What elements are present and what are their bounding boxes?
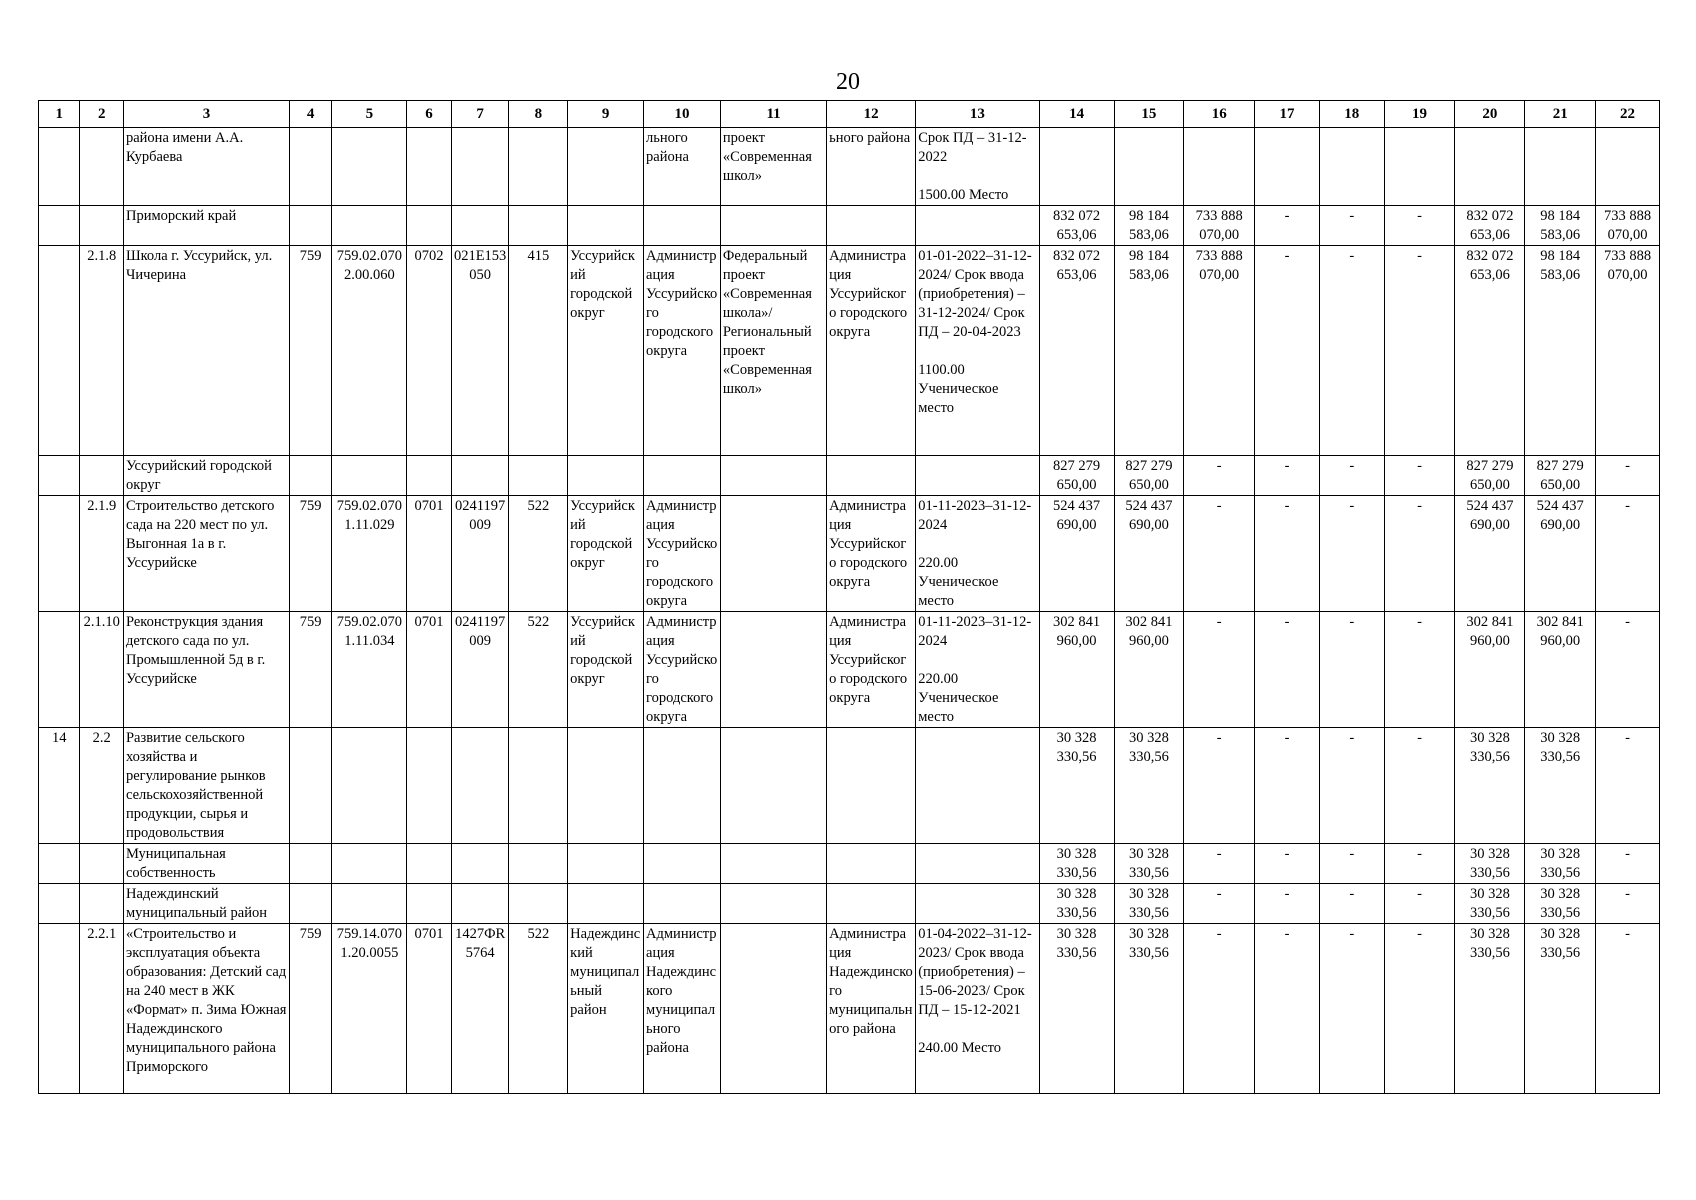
table-cell: -: [1184, 612, 1255, 728]
table-cell: -: [1596, 884, 1660, 924]
table-cell: [644, 728, 721, 844]
table-cell: [289, 844, 331, 884]
table-cell: 98 184 583,06: [1114, 206, 1184, 246]
table-cell: -: [1319, 206, 1384, 246]
table-cell: [509, 128, 568, 206]
column-header: 9: [568, 101, 644, 128]
table-row: [39, 884, 1660, 924]
table-cell: 30 328 330,56: [1455, 728, 1525, 844]
table-cell: 759.02.0702.00.060: [332, 246, 407, 456]
table-cell: Приморский край: [123, 206, 289, 246]
table-cell: [509, 884, 568, 924]
table-cell: 524 437 690,00: [1525, 496, 1596, 612]
column-header: 10: [644, 101, 721, 128]
table-cell: -: [1384, 206, 1455, 246]
table-cell: 733 888 070,00: [1184, 246, 1255, 456]
table-cell: 0701: [407, 612, 452, 728]
table-cell: Администрация Уссурийского городского округа: [644, 246, 721, 456]
column-header: 1: [39, 101, 80, 128]
table-cell: -: [1319, 496, 1384, 612]
table-cell: 0241197009: [451, 612, 509, 728]
table-cell: [80, 844, 124, 884]
column-header: 5: [332, 101, 407, 128]
table-cell: [644, 844, 721, 884]
table-cell: Администрация Надеждинского муниципального района: [827, 924, 916, 1094]
table-cell: Администрация Уссурийского городского округа: [827, 612, 916, 728]
table-cell: [916, 456, 1039, 496]
table-cell: [39, 924, 80, 1094]
table-cell: 01-11-2023–31-12-2024 220.00 Ученическое место: [916, 496, 1039, 612]
table-cell: -: [1184, 924, 1255, 1094]
table-row: [39, 924, 1660, 1094]
table-cell: 30 328 330,56: [1114, 844, 1184, 884]
table-cell: -: [1184, 456, 1255, 496]
budget-table: [38, 100, 1660, 1094]
table-cell: -: [1596, 612, 1660, 728]
table-cell: [80, 128, 124, 206]
table-cell: 98 184 583,06: [1114, 246, 1184, 456]
column-header: 8: [509, 101, 568, 128]
table-cell: [644, 884, 721, 924]
table-cell: льного района: [644, 128, 721, 206]
table-cell: 98 184 583,06: [1525, 246, 1596, 456]
table-cell: Уссурийский городской округ: [123, 456, 289, 496]
table-row: [39, 128, 1660, 206]
table-cell: Развитие сельского хозяйства и регулирование рынков сельскохозяйственной продукции, сырья и продовольствия: [123, 728, 289, 844]
table-cell: [451, 884, 509, 924]
table-cell: 415: [509, 246, 568, 456]
table-cell: Администрация Уссурийского городского округа: [827, 496, 916, 612]
table-cell: 733 888 070,00: [1596, 246, 1660, 456]
table-cell: [644, 206, 721, 246]
table-row: [39, 612, 1660, 728]
table-cell: [451, 456, 509, 496]
table-cell: -: [1255, 612, 1320, 728]
table-cell: -: [1184, 496, 1255, 612]
table-cell: [916, 884, 1039, 924]
table-cell: -: [1184, 844, 1255, 884]
table-row: [39, 246, 1660, 456]
table-cell: 30 328 330,56: [1455, 924, 1525, 1094]
table-cell: -: [1596, 496, 1660, 612]
table-cell: 827 279 650,00: [1525, 456, 1596, 496]
table-cell: -: [1384, 612, 1455, 728]
table-cell: 759: [289, 496, 331, 612]
table-cell: [568, 844, 644, 884]
table-cell: -: [1596, 924, 1660, 1094]
table-cell: [827, 206, 916, 246]
table-cell: 524 437 690,00: [1455, 496, 1525, 612]
table-cell: [80, 206, 124, 246]
column-header: 2: [80, 101, 124, 128]
table-cell: [916, 206, 1039, 246]
column-header: 12: [827, 101, 916, 128]
table-cell: 832 072 653,06: [1039, 206, 1114, 246]
column-header: 13: [916, 101, 1039, 128]
table-cell: [568, 128, 644, 206]
table-cell: [332, 728, 407, 844]
table-cell: 522: [509, 924, 568, 1094]
column-header: 18: [1319, 101, 1384, 128]
table-cell: [39, 128, 80, 206]
table-cell: -: [1255, 924, 1320, 1094]
table-cell: [39, 206, 80, 246]
table-cell: 01-11-2023–31-12-2024 220.00 Ученическое место: [916, 612, 1039, 728]
table-cell: 0241197009: [451, 496, 509, 612]
table-cell: [451, 728, 509, 844]
table-cell: Срок ПД – 31-12-2022 1500.00 Место: [916, 128, 1039, 206]
table-cell: [1525, 128, 1596, 206]
table-cell: -: [1255, 206, 1320, 246]
table-cell: [332, 456, 407, 496]
table-cell: ьного района: [827, 128, 916, 206]
table-cell: 30 328 330,56: [1525, 844, 1596, 884]
table-cell: -: [1384, 246, 1455, 456]
table-cell: [407, 884, 452, 924]
table-cell: 30 328 330,56: [1039, 728, 1114, 844]
table-cell: [80, 456, 124, 496]
table-cell: Уссурийский городской округ: [568, 246, 644, 456]
table-cell: [451, 128, 509, 206]
table-cell: -: [1596, 844, 1660, 884]
table-cell: «Строительство и эксплуатация объекта образования: Детский сад на 240 мест в ЖК «Формат» п. Зима Южная Надеждинского муниципального района Приморского: [123, 924, 289, 1094]
table-cell: -: [1184, 728, 1255, 844]
table-cell: [1455, 128, 1525, 206]
table-cell: [407, 456, 452, 496]
table-cell: [1319, 128, 1384, 206]
table-cell: -: [1319, 728, 1384, 844]
table-cell: [720, 456, 826, 496]
table-cell: 30 328 330,56: [1525, 924, 1596, 1094]
table-cell: [720, 206, 826, 246]
table-cell: -: [1319, 924, 1384, 1094]
table-cell: -: [1384, 496, 1455, 612]
table-cell: 30 328 330,56: [1114, 728, 1184, 844]
table-cell: [720, 924, 826, 1094]
table-cell: 30 328 330,56: [1525, 884, 1596, 924]
table-cell: 0702: [407, 246, 452, 456]
table-cell: Администрация Уссурийского городского округа: [644, 612, 721, 728]
table-cell: Муниципальная собственность: [123, 844, 289, 884]
table-cell: района имени А.А. Курбаева: [123, 128, 289, 206]
table-row: [39, 206, 1660, 246]
table-cell: [827, 728, 916, 844]
table-row: [39, 496, 1660, 612]
table-cell: Администрация Надеждинского муниципального района: [644, 924, 721, 1094]
table-cell: 2.1.8: [80, 246, 124, 456]
table-cell: [1184, 128, 1255, 206]
table-cell: 2.2: [80, 728, 124, 844]
table-row: [39, 728, 1660, 844]
table-cell: [916, 844, 1039, 884]
table-cell: 759: [289, 612, 331, 728]
table-cell: [568, 456, 644, 496]
column-header: 15: [1114, 101, 1184, 128]
table-cell: 0701: [407, 496, 452, 612]
table-cell: Администрация Уссурийского городского округа: [827, 246, 916, 456]
table-cell: 759.02.0701.11.034: [332, 612, 407, 728]
table-cell: -: [1255, 884, 1320, 924]
table-cell: 0701: [407, 924, 452, 1094]
table-cell: 302 841 960,00: [1525, 612, 1596, 728]
table-cell: Федеральный проект «Современная школа»/Региональный проект «Современная школ»: [720, 246, 826, 456]
table-row: [39, 844, 1660, 884]
table-cell: [509, 728, 568, 844]
table-cell: 832 072 653,06: [1455, 206, 1525, 246]
table-cell: 524 437 690,00: [1114, 496, 1184, 612]
column-header: 19: [1384, 101, 1455, 128]
table-cell: -: [1384, 456, 1455, 496]
table-cell: -: [1384, 924, 1455, 1094]
table-cell: [568, 728, 644, 844]
table-cell: [1114, 128, 1184, 206]
table-cell: [568, 884, 644, 924]
table-cell: -: [1384, 728, 1455, 844]
table-cell: [407, 128, 452, 206]
table-cell: [827, 884, 916, 924]
table-cell: 30 328 330,56: [1114, 884, 1184, 924]
table-cell: 524 437 690,00: [1039, 496, 1114, 612]
table-cell: [332, 884, 407, 924]
table-cell: [39, 844, 80, 884]
table-cell: 759.02.0701.11.029: [332, 496, 407, 612]
table-cell: [39, 496, 80, 612]
table-cell: [827, 844, 916, 884]
table-cell: Строительство детского сада на 220 мест по ул. Выгонная 1а в г. Уссурийске: [123, 496, 289, 612]
table-cell: 759: [289, 246, 331, 456]
table-cell: -: [1384, 884, 1455, 924]
table-cell: 021E153050: [451, 246, 509, 456]
table-cell: [332, 128, 407, 206]
table-cell: [289, 456, 331, 496]
table-cell: 30 328 330,56: [1039, 924, 1114, 1094]
table-cell: Надеждинский муниципальный район: [123, 884, 289, 924]
table-cell: 30 328 330,56: [1455, 884, 1525, 924]
column-header: 21: [1525, 101, 1596, 128]
table-cell: [720, 612, 826, 728]
table-cell: 302 841 960,00: [1039, 612, 1114, 728]
table-cell: [1596, 128, 1660, 206]
table-cell: [407, 844, 452, 884]
table-cell: 30 328 330,56: [1039, 884, 1114, 924]
table-cell: 30 328 330,56: [1525, 728, 1596, 844]
table-cell: -: [1384, 844, 1455, 884]
table-cell: [39, 612, 80, 728]
table-cell: [39, 884, 80, 924]
table-cell: [289, 884, 331, 924]
column-header: 6: [407, 101, 452, 128]
table-cell: 30 328 330,56: [1455, 844, 1525, 884]
table-cell: [332, 206, 407, 246]
table-cell: 759: [289, 924, 331, 1094]
table-cell: -: [1255, 844, 1320, 884]
table-cell: [1255, 128, 1320, 206]
table-cell: -: [1184, 884, 1255, 924]
table-cell: 302 841 960,00: [1455, 612, 1525, 728]
table-cell: [1039, 128, 1114, 206]
column-header: 11: [720, 101, 826, 128]
table-cell: 98 184 583,06: [1525, 206, 1596, 246]
page-number: 20: [836, 69, 860, 95]
table-cell: [289, 206, 331, 246]
table-cell: -: [1319, 246, 1384, 456]
table-cell: 14: [39, 728, 80, 844]
table-cell: [644, 456, 721, 496]
table-cell: проект «Современная школ»: [720, 128, 826, 206]
table-cell: [827, 456, 916, 496]
table-cell: Уссурийский городской округ: [568, 496, 644, 612]
table-cell: [332, 844, 407, 884]
table-cell: 01-01-2022–31-12-2024/ Срок ввода (приобретения) – 31-12-2024/ Срок ПД – 20-04-2023 1100.00 Ученическое место: [916, 246, 1039, 456]
table-cell: -: [1596, 728, 1660, 844]
table-cell: Надеждинский муниципальный район: [568, 924, 644, 1094]
column-header: 3: [123, 101, 289, 128]
table-cell: 2.1.9: [80, 496, 124, 612]
table-cell: 827 279 650,00: [1114, 456, 1184, 496]
table-cell: [720, 844, 826, 884]
table-cell: 2.1.10: [80, 612, 124, 728]
table-cell: 827 279 650,00: [1039, 456, 1114, 496]
table-header-row: [39, 101, 1660, 128]
column-header: 14: [1039, 101, 1114, 128]
table-cell: -: [1255, 456, 1320, 496]
column-header: 20: [1455, 101, 1525, 128]
table-cell: [916, 728, 1039, 844]
table-cell: 01-04-2022–31-12-2023/ Срок ввода (приобретения) – 15-06-2023/ Срок ПД – 15-12-2021 240.00 Место: [916, 924, 1039, 1094]
column-header: 22: [1596, 101, 1660, 128]
table-cell: -: [1319, 456, 1384, 496]
table-cell: [39, 246, 80, 456]
table-cell: [289, 728, 331, 844]
table-cell: -: [1255, 246, 1320, 456]
table-cell: 1427ФR5764: [451, 924, 509, 1094]
table-cell: 30 328 330,56: [1039, 844, 1114, 884]
table-cell: [451, 844, 509, 884]
table-cell: 522: [509, 612, 568, 728]
column-header: 7: [451, 101, 509, 128]
table-cell: 832 072 653,06: [1039, 246, 1114, 456]
table-cell: 302 841 960,00: [1114, 612, 1184, 728]
column-header: 16: [1184, 101, 1255, 128]
table-cell: 522: [509, 496, 568, 612]
table-cell: [407, 728, 452, 844]
table-cell: [451, 206, 509, 246]
table-cell: [289, 128, 331, 206]
table-cell: [509, 206, 568, 246]
table-cell: -: [1596, 456, 1660, 496]
table-cell: [407, 206, 452, 246]
table-cell: 832 072 653,06: [1455, 246, 1525, 456]
table-row: [39, 456, 1660, 496]
table-cell: -: [1319, 612, 1384, 728]
table-cell: -: [1255, 728, 1320, 844]
table-cell: 2.2.1: [80, 924, 124, 1094]
table-cell: [720, 496, 826, 612]
table-cell: Реконструкция здания детского сада по ул. Промышленной 5д в г. Уссурийске: [123, 612, 289, 728]
table-cell: [509, 844, 568, 884]
column-header: 4: [289, 101, 331, 128]
table-cell: -: [1319, 844, 1384, 884]
table-cell: 30 328 330,56: [1114, 924, 1184, 1094]
column-header: 17: [1255, 101, 1320, 128]
table-cell: [720, 728, 826, 844]
table-cell: [1384, 128, 1455, 206]
table-cell: Уссурийский городской округ: [568, 612, 644, 728]
table-cell: [80, 884, 124, 924]
table-cell: -: [1255, 496, 1320, 612]
table-cell: 827 279 650,00: [1455, 456, 1525, 496]
table-cell: 733 888 070,00: [1184, 206, 1255, 246]
table-cell: -: [1319, 884, 1384, 924]
table-cell: Школа г. Уссурийск, ул. Чичерина: [123, 246, 289, 456]
table-cell: 759.14.0701.20.0055: [332, 924, 407, 1094]
table-cell: [39, 456, 80, 496]
table-cell: [720, 884, 826, 924]
table-cell: Администрация Уссурийского городского округа: [644, 496, 721, 612]
table-cell: [568, 206, 644, 246]
table-cell: 733 888 070,00: [1596, 206, 1660, 246]
table-cell: [509, 456, 568, 496]
